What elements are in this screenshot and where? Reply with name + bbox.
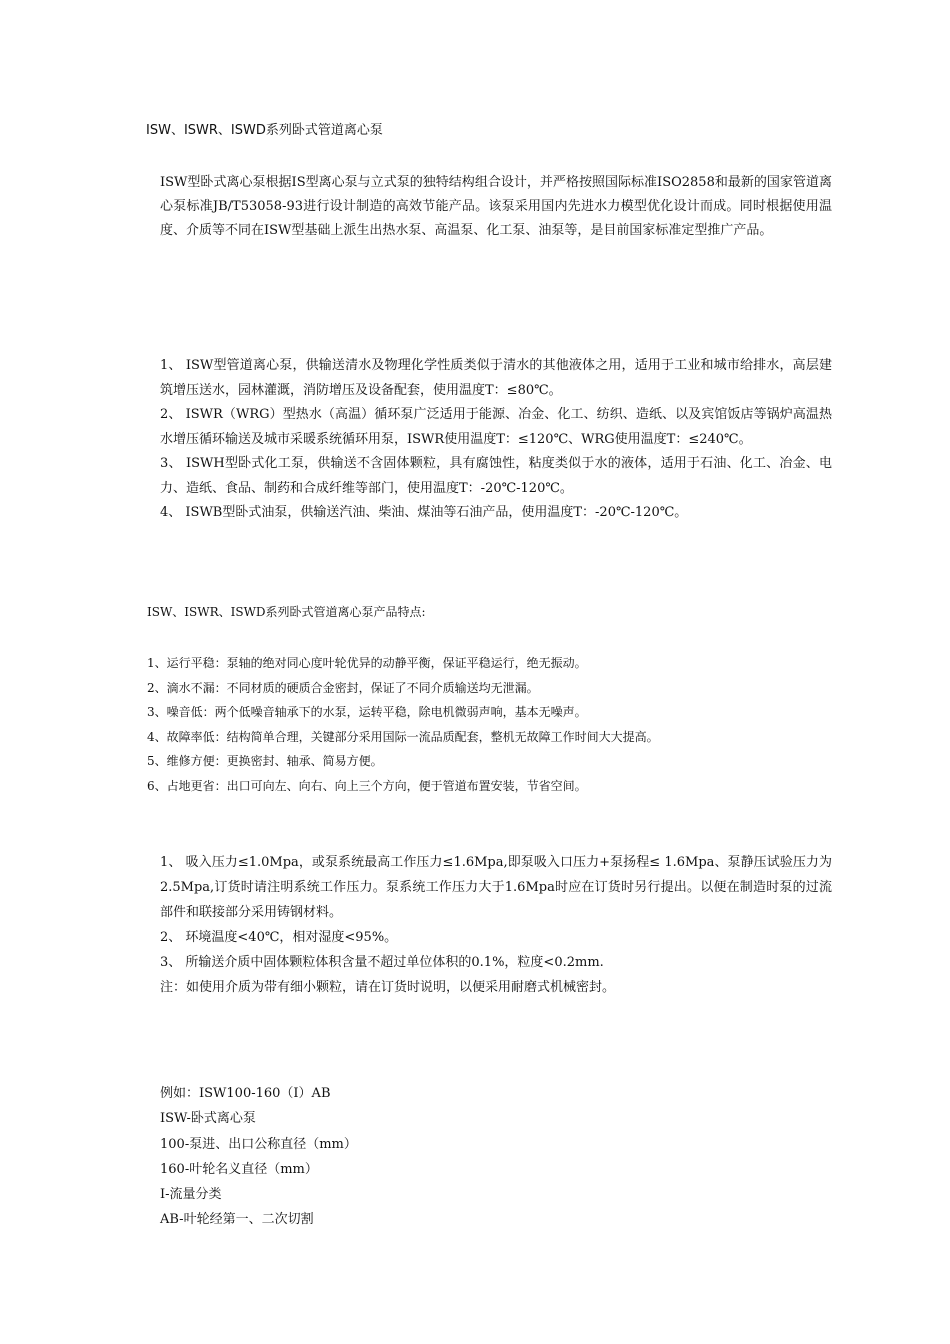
condition-item-2: 2、 环境温度<40℃，相对湿度<95%。 [160,930,398,945]
feature-item-1: 1、运行平稳：泵轴的绝对同心度叶轮优异的动静平衡，保证平稳运行，绝无振动。 [147,656,587,670]
example-line-5: I-流量分类 [160,1187,222,1203]
document-title: ISW、ISWR、ISWD系列卧式管道离心泵 [146,123,383,138]
feature-item-6: 6、占地更省：出口可向左、向右、向上三个方向，便于管道布置安装，节省空间。 [147,778,587,793]
conditions-section [160,850,832,1000]
features-section [147,651,847,798]
intro-section [160,171,832,243]
feature-item-5: 5、维修方便：更换密封、轴承、简易方便。 [147,754,383,768]
condition-item-3: 3、 所输送介质中固体颗粒体积含量不超过单位体积的0.1%，粒度<0.2mm. [160,955,604,970]
uses-item-1: 1、 ISW型管道离心泵，供输送清水及物理化学性质类似于清水的其他液体之用，适用于工业和城市给排水，高层建筑增压送水，园林灌溉，消防增压及设备配套，使用温度T：≤80℃。 [160,358,832,398]
uses-item-3: 3、 ISWH型卧式化工泵，供输送不含固体颗粒，具有腐蚀性，粘度类似于水的液体，适用于石油、化工、冶金、电力、造纸、食品、制药和合成纤维等部门，使用温度T：-20℃-120℃。 [160,456,832,496]
example-line-6: AB-叶轮经第一、二次切割 [160,1212,314,1228]
example-line-3: 100-泵进、出口公称直径（mm） [160,1136,357,1152]
uses-item-2: 2、 ISWR（WRG）型热水（高温）循环泵广泛适用于能源、冶金、化工、纺织、造纸、以及宾馆饭店等锅炉高温热水增压循环输送及城市采暖系统循环用泵，ISWR使用温度T：≤120℃、WRG使用温度T：≤240℃。 [160,407,832,447]
condition-item-1: 1、 吸入压力≤1.0Mpa，或泵系统最高工作压力≤1.6Mpa,即泵吸入口压力+泵扬程≤ 1.6Mpa、泵静压试验压力为2.5Mpa,订货时请注明系统工作压力。泵系统工作压力大于1.6Mpa时应在订货时另行提出。以便在制造时泵的过流部件和联接部分采用铸钢材料。 [160,855,832,920]
example-line-2: ISW-卧式离心泵 [160,1111,256,1127]
model-example-section [160,1081,560,1233]
feature-item-3: 3、噪音低：两个低噪音轴承下的水泵，运转平稳，除电机微弱声响，基本无噪声。 [147,705,587,719]
condition-note: 注：如使用介质为带有细小颗粒，请在订货时说明，以便采用耐磨式机械密封。 [160,980,616,995]
intro-paragraph: ISW型卧式离心泵根据IS型离心泵与立式泵的独特结构组合设计，并严格按照国际标准ISO2858和最新的国家管道离心泵标准JB/T53058-93进行设计制造的高效节能产品。该泵采用国内先进水力模型优化设计而成。同时根据使用温度、介质等不同在ISW型基础上派生出热水泵、高温泵、化工泵、油泵等，是目前国家标准定型推广产品。 [160,175,832,238]
feature-item-4: 4、故障率低：结构简单合理，关键部分采用国际一流品质配套，整机无故障工作时间大大提高。 [147,729,659,744]
uses-item-4: 4、 ISWB型卧式油泵，供输送汽油、柴油、煤油等石油产品，使用温度T：-20℃-120℃。 [160,505,688,520]
example-line-1: 例如：ISW100-160（I）AB [160,1086,331,1101]
example-line-4: 160-叶轮名义直径（mm） [160,1161,318,1177]
features-heading: ISW、ISWR、ISWD系列卧式管道离心泵产品特点: [147,605,426,619]
uses-section [160,354,832,526]
feature-item-2: 2、滴水不漏：不同材质的硬质合金密封，保证了不同介质输送均无泄漏。 [147,680,539,695]
